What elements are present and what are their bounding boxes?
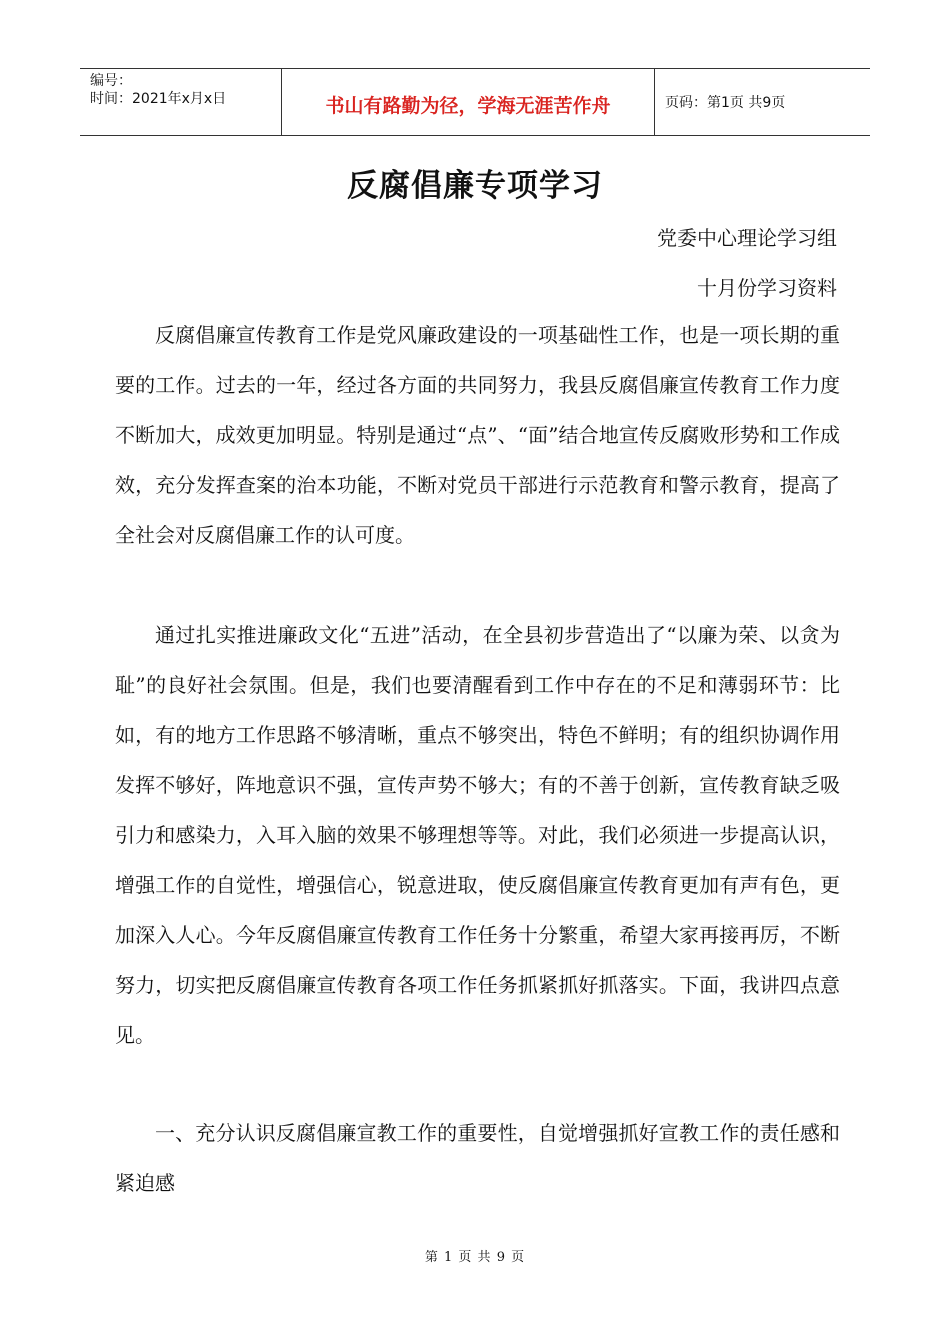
paragraph-2-block <box>115 610 840 1060</box>
page-footer: 第 1 页 共 9 页 <box>424 1250 526 1265</box>
header-page-label: 页码：第1页 共9页 <box>665 95 786 111</box>
header-table <box>80 68 870 136</box>
paragraph: 反腐倡廉宣传教育工作是党风廉政建设的一项基础性工作，也是一项长期的重要的工作。过去的一年，经过各方面的共同努力，我县反腐倡廉宣传教育工作力度不断加大，成效更加明显。特别是通过“点”、“面”结合地宣传反腐败形势和工作成效，充分发挥查案的治本功能，不断对党员干部进行示范教育和警示教育，提高了全社会对反腐倡廉工作的认可度。 <box>115 323 840 547</box>
time-label: 时间：2021年x月x日 <box>90 91 227 107</box>
document-issuer: 党委中心理论学习组 <box>657 226 837 250</box>
paragraph-1-block <box>115 310 840 560</box>
header-motto: 书山有路勤为径，学海无涯苦作舟 <box>282 69 655 135</box>
paragraph-3-block <box>115 1108 840 1208</box>
number-label: 编号： <box>90 73 132 89</box>
document-title: 反腐倡廉专项学习 <box>347 168 603 204</box>
paragraph: 通过扎实推进廉政文化“五进”活动，在全县初步营造出了“以廉为荣、以贪为耻”的良好社会氛围。但是，我们也要清醒看到工作中存在的不足和薄弱环节：比如，有的地方工作思路不够清晰，重点不够突出，特色不鲜明；有的组织协调作用发挥不够好，阵地意识不强，宣传声势不够大；有的不善于创新，宣传教育缺乏吸引力和感染力，入耳入脑的效果不够理想等等。对此，我们必须进一步提高认识，增强工作的自觉性，增强信心，锐意进取，使反腐倡廉宣传教育更加有声有色，更加深入人心。今年反腐倡廉宣传教育工作任务十分繁重，希望大家再接再厉，不断努力，切实把反腐倡廉宣传教育各项工作任务抓紧抓好抓落实。下面，我讲四点意见。 <box>115 623 840 1047</box>
section-heading: 一、充分认识反腐倡廉宣教工作的重要性，自觉增强抓好宣教工作的责任感和紧迫感 <box>115 1121 840 1195</box>
header-meta-cell <box>80 69 282 135</box>
document-subtitle: 十月份学习资料 <box>697 276 837 300</box>
